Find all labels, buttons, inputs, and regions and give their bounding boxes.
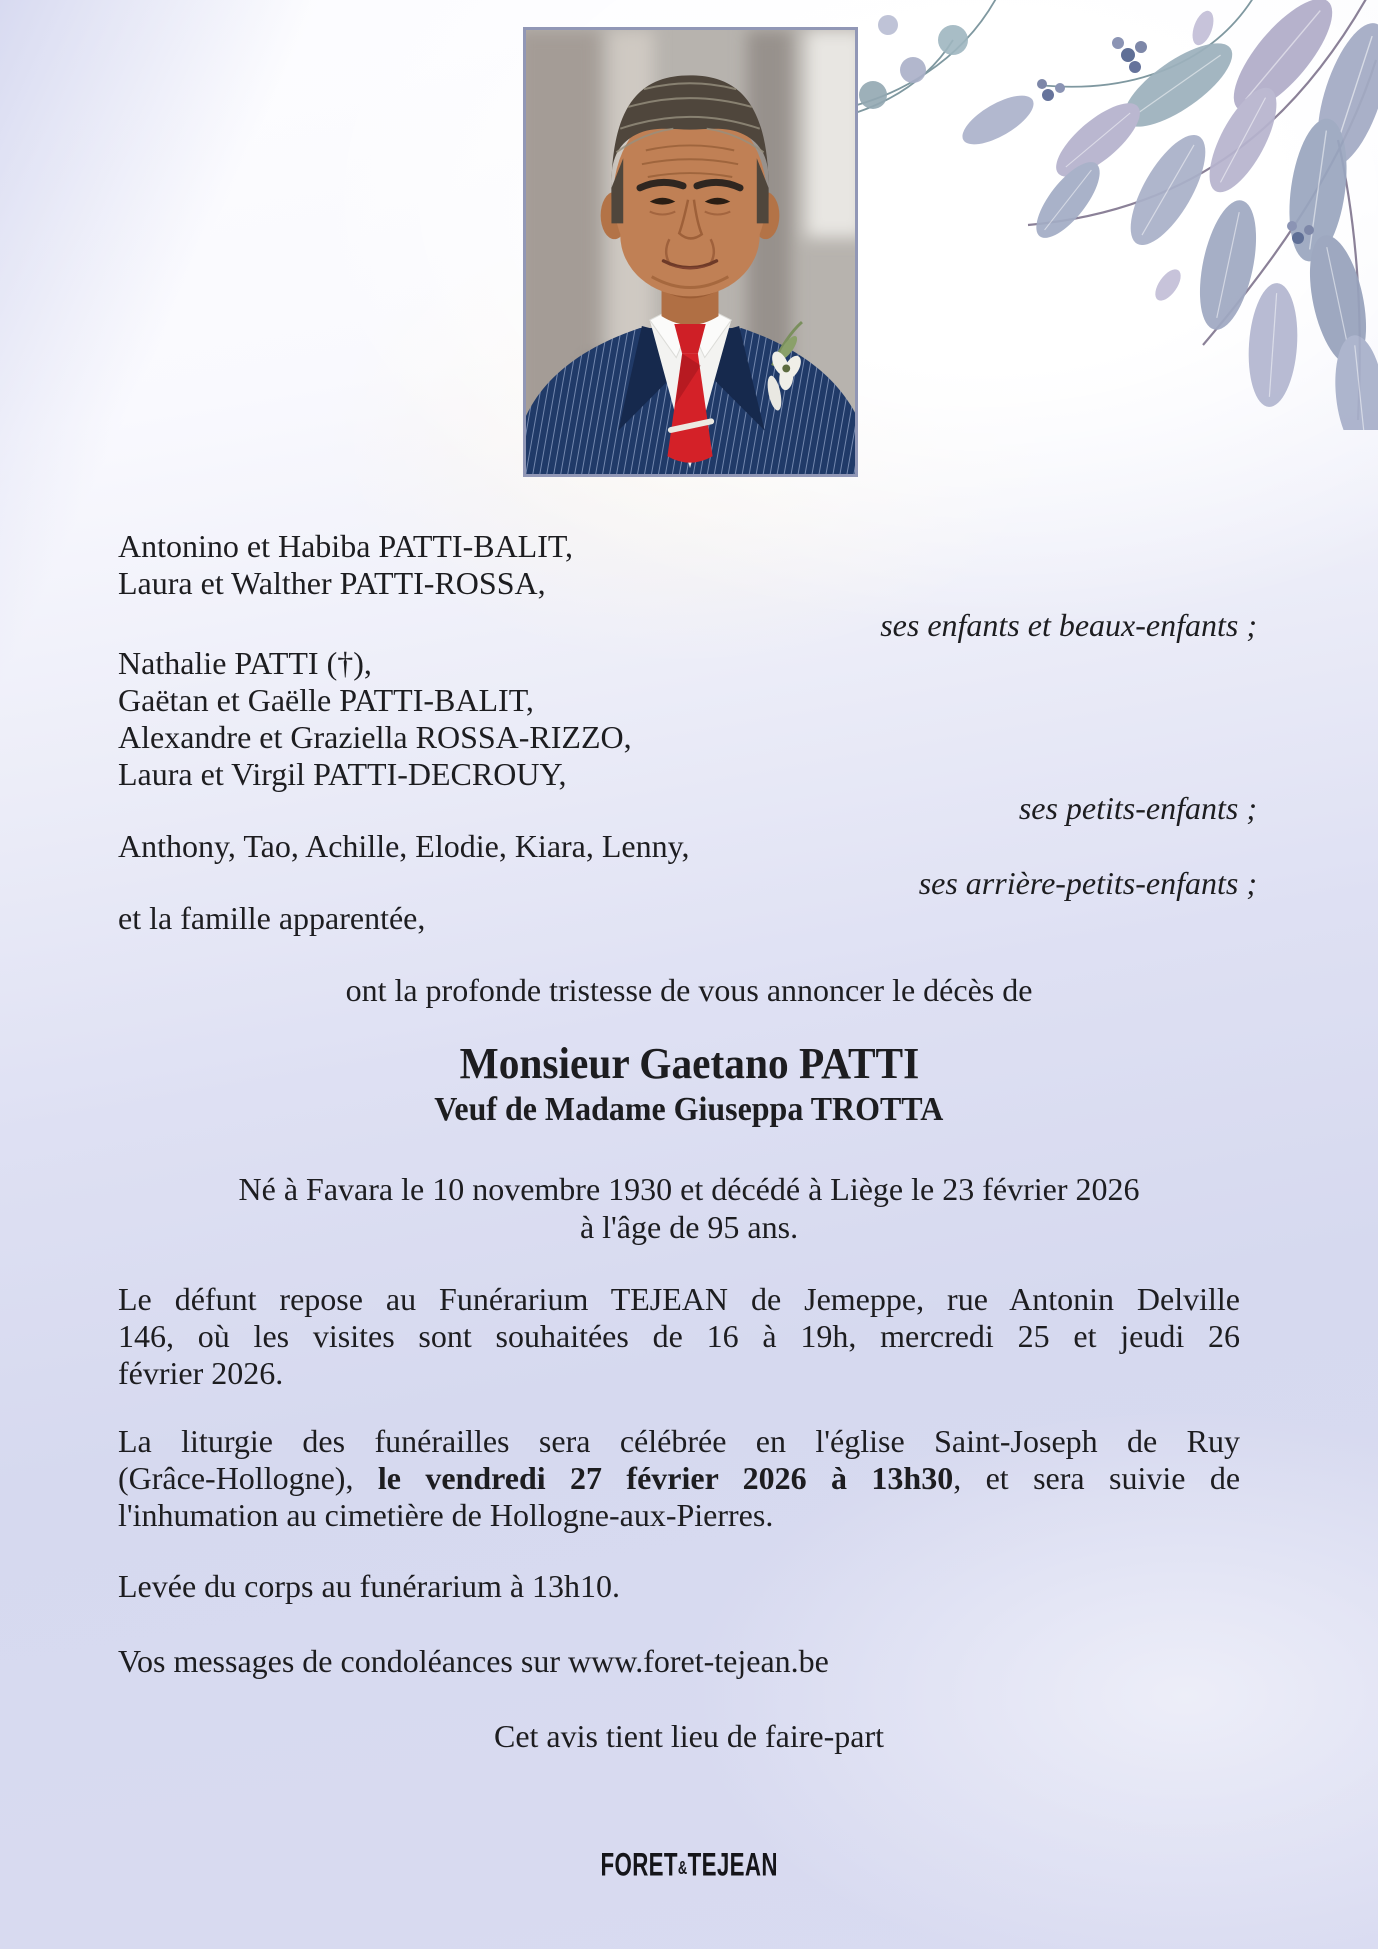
family-member-line: Laura et Virgil PATTI-DECROUY,: [118, 756, 567, 792]
brand-right: TEJEAN: [687, 1846, 778, 1883]
portrait-photo: [523, 27, 858, 477]
relation-label-grandchildren: ses petits-enfants ;: [1018, 790, 1257, 826]
liturgie-suffix: , et sera suivie de: [953, 1460, 1241, 1496]
brand-ampersand: &: [677, 1857, 688, 1879]
family-member-line: Anthony, Tao, Achille, Elodie, Kiara, Lenny,: [118, 828, 690, 864]
funeral-home-logo-text: [600, 1846, 778, 1883]
birth-death-line: Né à Favara le 10 novembre 1930 et décédé à Liège le 23 février 2026: [238, 1171, 1140, 1207]
paragraph-liturgie: [118, 1423, 1240, 1534]
deceased-name-text: Monsieur Gaetano PATTI: [459, 1039, 919, 1088]
paragraph-line: Le défunt repose au Funérarium TEJEAN de Jemeppe, rue Antonin Delville: [118, 1281, 1240, 1317]
paragraph-line: 146, où les visites sont souhaitées de 16 à 19h, mercredi 25 et jeudi 26: [118, 1318, 1240, 1354]
levee-line: Levée du corps au funérarium à 13h10.: [118, 1568, 621, 1604]
paragraph-line: La liturgie des funérailles sera célébrée en l'église Saint-Joseph de Ruy: [118, 1423, 1240, 1459]
funeral-date-bold: le vendredi 27 février 2026 à 13h30: [377, 1460, 954, 1496]
family-member-line: Nathalie PATTI (†),: [118, 645, 372, 681]
family-member-line: et la famille apparentée,: [118, 900, 426, 936]
condoleances-line: Vos messages de condoléances sur www.foret-tejean.be: [118, 1643, 829, 1679]
relation-label-great-grandchildren: ses arrière-petits-enfants ;: [918, 865, 1257, 901]
paragraph-line: février 2026.: [118, 1355, 284, 1391]
deceased-subtitle: [0, 1090, 1378, 1130]
age-line: à l'âge de 95 ans.: [579, 1209, 799, 1245]
announcement-line: ont la profonde tristesse de vous annoncer le décès de: [345, 972, 1033, 1008]
family-member-line: Alexandre et Graziella ROSSA-RIZZO,: [118, 719, 632, 755]
liturgie-prefix: (Grâce-Hollogne),: [118, 1460, 378, 1496]
funeral-home-logo: [0, 1846, 1378, 1883]
deceased-name-title: [0, 1040, 1378, 1088]
family-member-line: Antonino et Habiba PATTI-BALIT,: [118, 528, 574, 564]
relation-label-children: ses enfants et beaux-enfants ;: [880, 607, 1257, 643]
paragraph-line: [118, 1460, 1240, 1497]
family-group-2: [118, 645, 1257, 793]
faire-part-line: Cet avis tient lieu de faire-part: [493, 1718, 885, 1754]
paragraph-line: l'inhumation au cimetière de Hollogne-aux-Pierres.: [118, 1497, 774, 1533]
birth-death-block: [0, 1170, 1378, 1246]
brand-left: FORET: [600, 1846, 678, 1883]
family-group-4: [118, 900, 1257, 937]
family-group-3: [118, 828, 1257, 865]
family-member-line: Gaëtan et Gaëlle PATTI-BALIT,: [118, 682, 534, 718]
deceased-subtitle-text: Veuf de Madame Giuseppa TROTTA: [434, 1091, 944, 1128]
paragraph-repose: [118, 1281, 1240, 1392]
family-group-1: [118, 528, 1257, 602]
family-member-line: Laura et Walther PATTI-ROSSA,: [118, 565, 546, 601]
